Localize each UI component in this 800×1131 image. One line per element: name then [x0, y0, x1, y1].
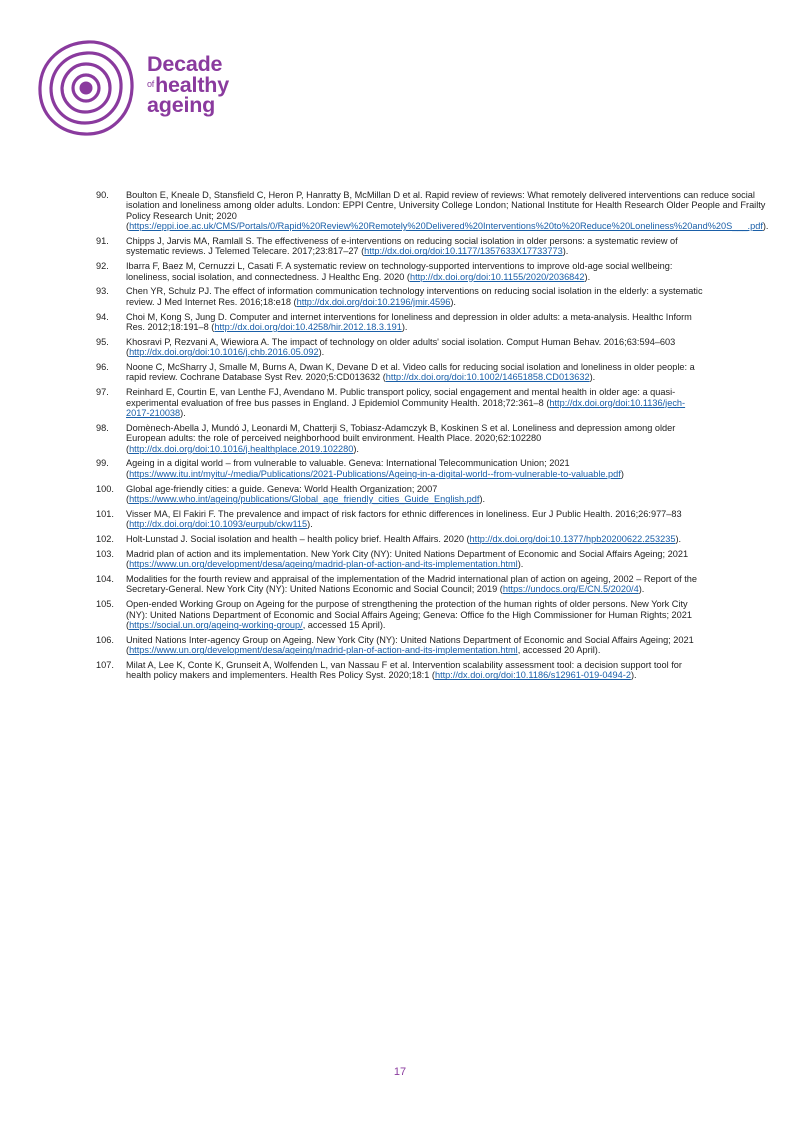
- reference-link[interactable]: http://dx.doi.org/doi:10.1377/hpb20200622.253235: [469, 534, 676, 545]
- reference-link[interactable]: http://dx.doi.org/doi:10.4258/hir.2012.18.3.191: [214, 322, 402, 333]
- reference-citation: Holt-Lunstad J. Social isolation and health – health policy brief. Health Affairs. 2020 (: [126, 534, 470, 545]
- logo-of: of: [147, 79, 155, 89]
- reference-citation: Ageing in a digital world – from vulnerable to valuable. Geneva: International Telecommunication Union; 2021 (: [126, 458, 570, 479]
- reference-number: 94.: [96, 311, 109, 322]
- reference-item: [96, 534, 706, 544]
- reference-number: 100.: [96, 483, 114, 494]
- reference-text: [126, 635, 706, 656]
- reference-citation: Noone C, McSharry J, Smalle M, Burns A, Dwan K, Devane D et al. Video calls for reducing social isolation and loneliness in older people: a rapid review. Cochrane Database Syst Rev. 2020;5:CD013632 (: [126, 362, 695, 383]
- reference-number: 105.: [96, 599, 114, 610]
- reference-citation: Boulton E, Kneale D, Stansfield C, Heron P, Hanratty B, McMillan D et al. Rapid review of reviews: What remotely delivered interventions can reduce social isolation and loneliness among older adults. London: EPPI Centre, University College London; National Institute for Health Research Older People and Frailty Policy Research Unit; 2020 (: [126, 190, 766, 232]
- reference-suffix: ).: [584, 271, 591, 282]
- reference-item: [96, 236, 706, 257]
- reference-citation: Chipps J, Jarvis MA, Ramlall S. The effectiveness of e-interventions on reducing social isolation in older persons: a systematic review of systematic reviews. J Telemed Telecare. 2017;23:817–27 (: [126, 236, 678, 257]
- reference-item: [96, 362, 706, 383]
- reference-link[interactable]: http://dx.doi.org/doi:10.1093/eurpub/ckw115: [129, 519, 308, 530]
- logo-line-ageing: ageing: [147, 93, 216, 117]
- reference-suffix: ).: [180, 408, 186, 419]
- reference-suffix: ).: [675, 534, 682, 545]
- reference-item: [96, 484, 706, 505]
- reference-citation: Modalities for the fourth review and appraisal of the implementation of the Madrid international plan of action on ageing, 2002 – Report of the Secretary-General. New York City (NY): United Nations Economic and Social Council; 2019 (: [126, 574, 697, 595]
- reference-item: [96, 549, 706, 570]
- reference-text: [126, 458, 706, 479]
- reference-text: [126, 286, 706, 307]
- reference-number: 103.: [96, 548, 114, 559]
- reference-citation: Madrid plan of action and its implementation. New York City (NY): United Nations Department of Economic and Social Affairs Ageing; 2021 (: [126, 548, 689, 570]
- reference-text: [126, 337, 706, 358]
- reference-text: [126, 484, 706, 505]
- reference-text: [126, 236, 706, 257]
- reference-text: [126, 387, 706, 418]
- reference-text: [126, 362, 706, 383]
- reference-item: [96, 458, 706, 479]
- reference-link[interactable]: http://dx.doi.org/doi:10.1186/s12961-019-0494-2: [434, 670, 631, 681]
- reference-citation: Choi M, Kong S, Jung D. Computer and internet interventions for loneliness and depression in older adults: a meta-analysis. Healthc Inform Res. 2012;18:191–8 (: [126, 311, 692, 333]
- reference-number: 92.: [96, 261, 109, 272]
- reference-link[interactable]: https://www.un.org/development/desa/ageing/madrid-plan-of-action-and-its-implementation.html: [129, 559, 518, 570]
- reference-suffix: ).: [638, 584, 645, 595]
- reference-text: [126, 509, 706, 530]
- reference-item: [96, 312, 706, 333]
- reference-citation: Milat A, Lee K, Conte K, Grunseit A, Wolfenden L, van Nassau F et al. Intervention scalability assessment tool: a decision support tool for health policy makers and implementers. Health Res Policy Syst. 2020;18:1 (: [126, 660, 682, 681]
- reference-suffix: , accessed 15 April).: [302, 620, 386, 631]
- decade-logo-icon: [36, 38, 136, 138]
- reference-citation: United Nations Inter-agency Group on Ageing. New York City (NY): United Nations Department of Economic and Social Affairs Ageing; 2021 (: [126, 634, 694, 656]
- reference-item: [96, 660, 706, 681]
- reference-link[interactable]: http://dx.doi.org/doi:10.2196/jmir.4596: [296, 296, 451, 307]
- reference-item: [96, 509, 706, 530]
- reference-citation: Khosravi P, Rezvani A, Wiewiora A. The impact of technology on older adults' social isolation. Comput Human Behav. 2016;63:594–603 (: [126, 336, 676, 358]
- reference-number: 91.: [96, 236, 109, 247]
- reference-number: 101.: [96, 508, 114, 519]
- reference-citation: Chen YR, Schulz PJ. The effect of information communication technology interventions on reducing social isolation in the elderly: a systematic review. J Med Internet Res. 2016;18:e18 (: [126, 286, 703, 307]
- reference-link[interactable]: https://www.who.int/ageing/publications/Global_age_friendly_cities_Guide_English.pdf: [129, 494, 480, 505]
- reference-number: 107.: [96, 660, 114, 671]
- reference-suffix: ).: [318, 347, 325, 358]
- reference-number: 98.: [96, 422, 109, 433]
- reference-suffix: ).: [353, 443, 359, 454]
- reference-link[interactable]: http://dx.doi.org/doi:10.1155/2020/2036842: [409, 271, 585, 282]
- reference-citation: Open-ended Working Group on Ageing for the purpose of strengthening the protection of the human rights of older persons. New York City (NY): United Nations Department of Economic and Social Affairs Ageing; Geneva: Office fo the High Commissioner for Human Rights; 2021 (: [126, 599, 692, 631]
- reference-item: [96, 387, 706, 418]
- logo-line-decade: Decade: [147, 52, 223, 76]
- logo-line-healthy: [147, 74, 229, 95]
- reference-suffix: ).: [589, 372, 596, 383]
- reference-item: [96, 599, 706, 630]
- reference-link[interactable]: https://social.un.org/ageing-working-group/: [129, 620, 303, 631]
- reference-text: [126, 312, 706, 333]
- reference-text: [126, 534, 706, 544]
- reference-text: [126, 599, 706, 630]
- reference-number: 106.: [96, 634, 114, 645]
- reference-item: [96, 286, 706, 307]
- reference-link[interactable]: https://www.un.org/development/desa/ageing/madrid-plan-of-action-and-its-implementation.html: [129, 645, 518, 656]
- reference-link[interactable]: http://dx.doi.org/doi:10.1016/j.healthplace.2019.102280: [129, 443, 354, 454]
- reference-suffix: ).: [307, 519, 313, 530]
- reference-text: [126, 660, 706, 681]
- reference-citation: Global age-friendly cities: a guide. Geneva: World Health Organization; 2007 (: [126, 483, 438, 505]
- reference-suffix: , accessed 20 April).: [517, 645, 601, 656]
- reference-link[interactable]: http://dx.doi.org/doi:10.1016/j.chb.2016.05.092: [129, 347, 319, 358]
- reference-citation: Ibarra F, Baez M, Cernuzzi L, Casati F. A systematic review on technology-supported interventions to improve old-age social wellbeing: loneliness, social isolation, and connectedness. J Healthc Eng. 2020 (: [126, 261, 673, 282]
- reference-suffix: ).: [401, 322, 408, 333]
- logo-wordmark: [147, 54, 229, 115]
- reference-citation: Domènech-Abella J, Mundó J, Leonardi M, Chatterji S, Tobiasz-Adamczyk B, Koskinen S et al. Loneliness and depression among older European adults: the role of perceived neighborhood built environment. Health Place. 2020;62:102280 (: [126, 422, 676, 454]
- reference-item: [96, 190, 769, 232]
- reference-citation: Visser MA, El Fakiri F. The prevalence and impact of risk factors for ethnic differences in loneliness. Eur J Public Health. 2016;26:977–83 (: [126, 508, 682, 530]
- reference-suffix: ).: [517, 559, 524, 570]
- reference-link[interactable]: https://eppi.ioe.ac.uk/CMS/Portals/0/Rapid%20Review%20Remotely%20Delivered%20Interventions%20to%20Reduce%20Loneliness%20and%20S___.pdf: [129, 221, 763, 232]
- reference-number: 93.: [96, 286, 109, 297]
- reference-suffix: ).: [450, 296, 456, 307]
- reference-number: 95.: [96, 336, 109, 347]
- reference-number: 102.: [96, 534, 114, 545]
- reference-text: [126, 261, 706, 282]
- reference-link[interactable]: http://dx.doi.org/doi:10.1002/14651858.CD013632: [385, 372, 590, 383]
- reference-number: 104.: [96, 574, 114, 585]
- reference-item: [96, 261, 706, 282]
- logo-healthy: healthy: [155, 73, 229, 97]
- page-number: 17: [393, 1066, 407, 1078]
- reference-number: 96.: [96, 362, 109, 373]
- reference-number: 99.: [96, 458, 109, 469]
- reference-list: [96, 190, 769, 685]
- reference-link[interactable]: https://www.itu.int/myitu/-/media/Publications/2021-Publications/Ageing-in-a-digital-world--from-vulnerable-to-valuable.pdf: [129, 468, 621, 479]
- reference-text: [126, 574, 706, 595]
- reference-item: [96, 635, 706, 656]
- reference-suffix: ): [620, 468, 624, 479]
- reference-number: 90.: [96, 190, 109, 200]
- reference-suffix: ).: [562, 246, 569, 257]
- reference-link[interactable]: http://dx.doi.org/doi:10.1136/jech-2017-210038: [126, 397, 686, 419]
- reference-citation: Reinhard E, Courtin E, van Lenthe FJ, Avendano M. Public transport policy, social engagement and mental health in older age: a quasi-experimental evaluation of free bus passes in England. J Epidemiol Community Health. 2018;72:361–8 (: [126, 387, 676, 408]
- reference-suffix: ).: [762, 221, 769, 232]
- reference-text: [126, 190, 768, 232]
- reference-suffix: ).: [630, 670, 637, 681]
- reference-item: [96, 337, 706, 358]
- reference-item: [96, 423, 706, 454]
- reference-text: [126, 423, 706, 454]
- reference-link[interactable]: https://undocs.org/E/CN.5/2020/4: [502, 584, 639, 595]
- reference-link[interactable]: http://dx.doi.org/doi:10.1177/1357633X17733773: [364, 246, 563, 257]
- reference-suffix: ).: [479, 494, 486, 505]
- reference-text: [126, 549, 706, 570]
- reference-number: 97.: [96, 387, 109, 398]
- reference-item: [96, 574, 706, 595]
